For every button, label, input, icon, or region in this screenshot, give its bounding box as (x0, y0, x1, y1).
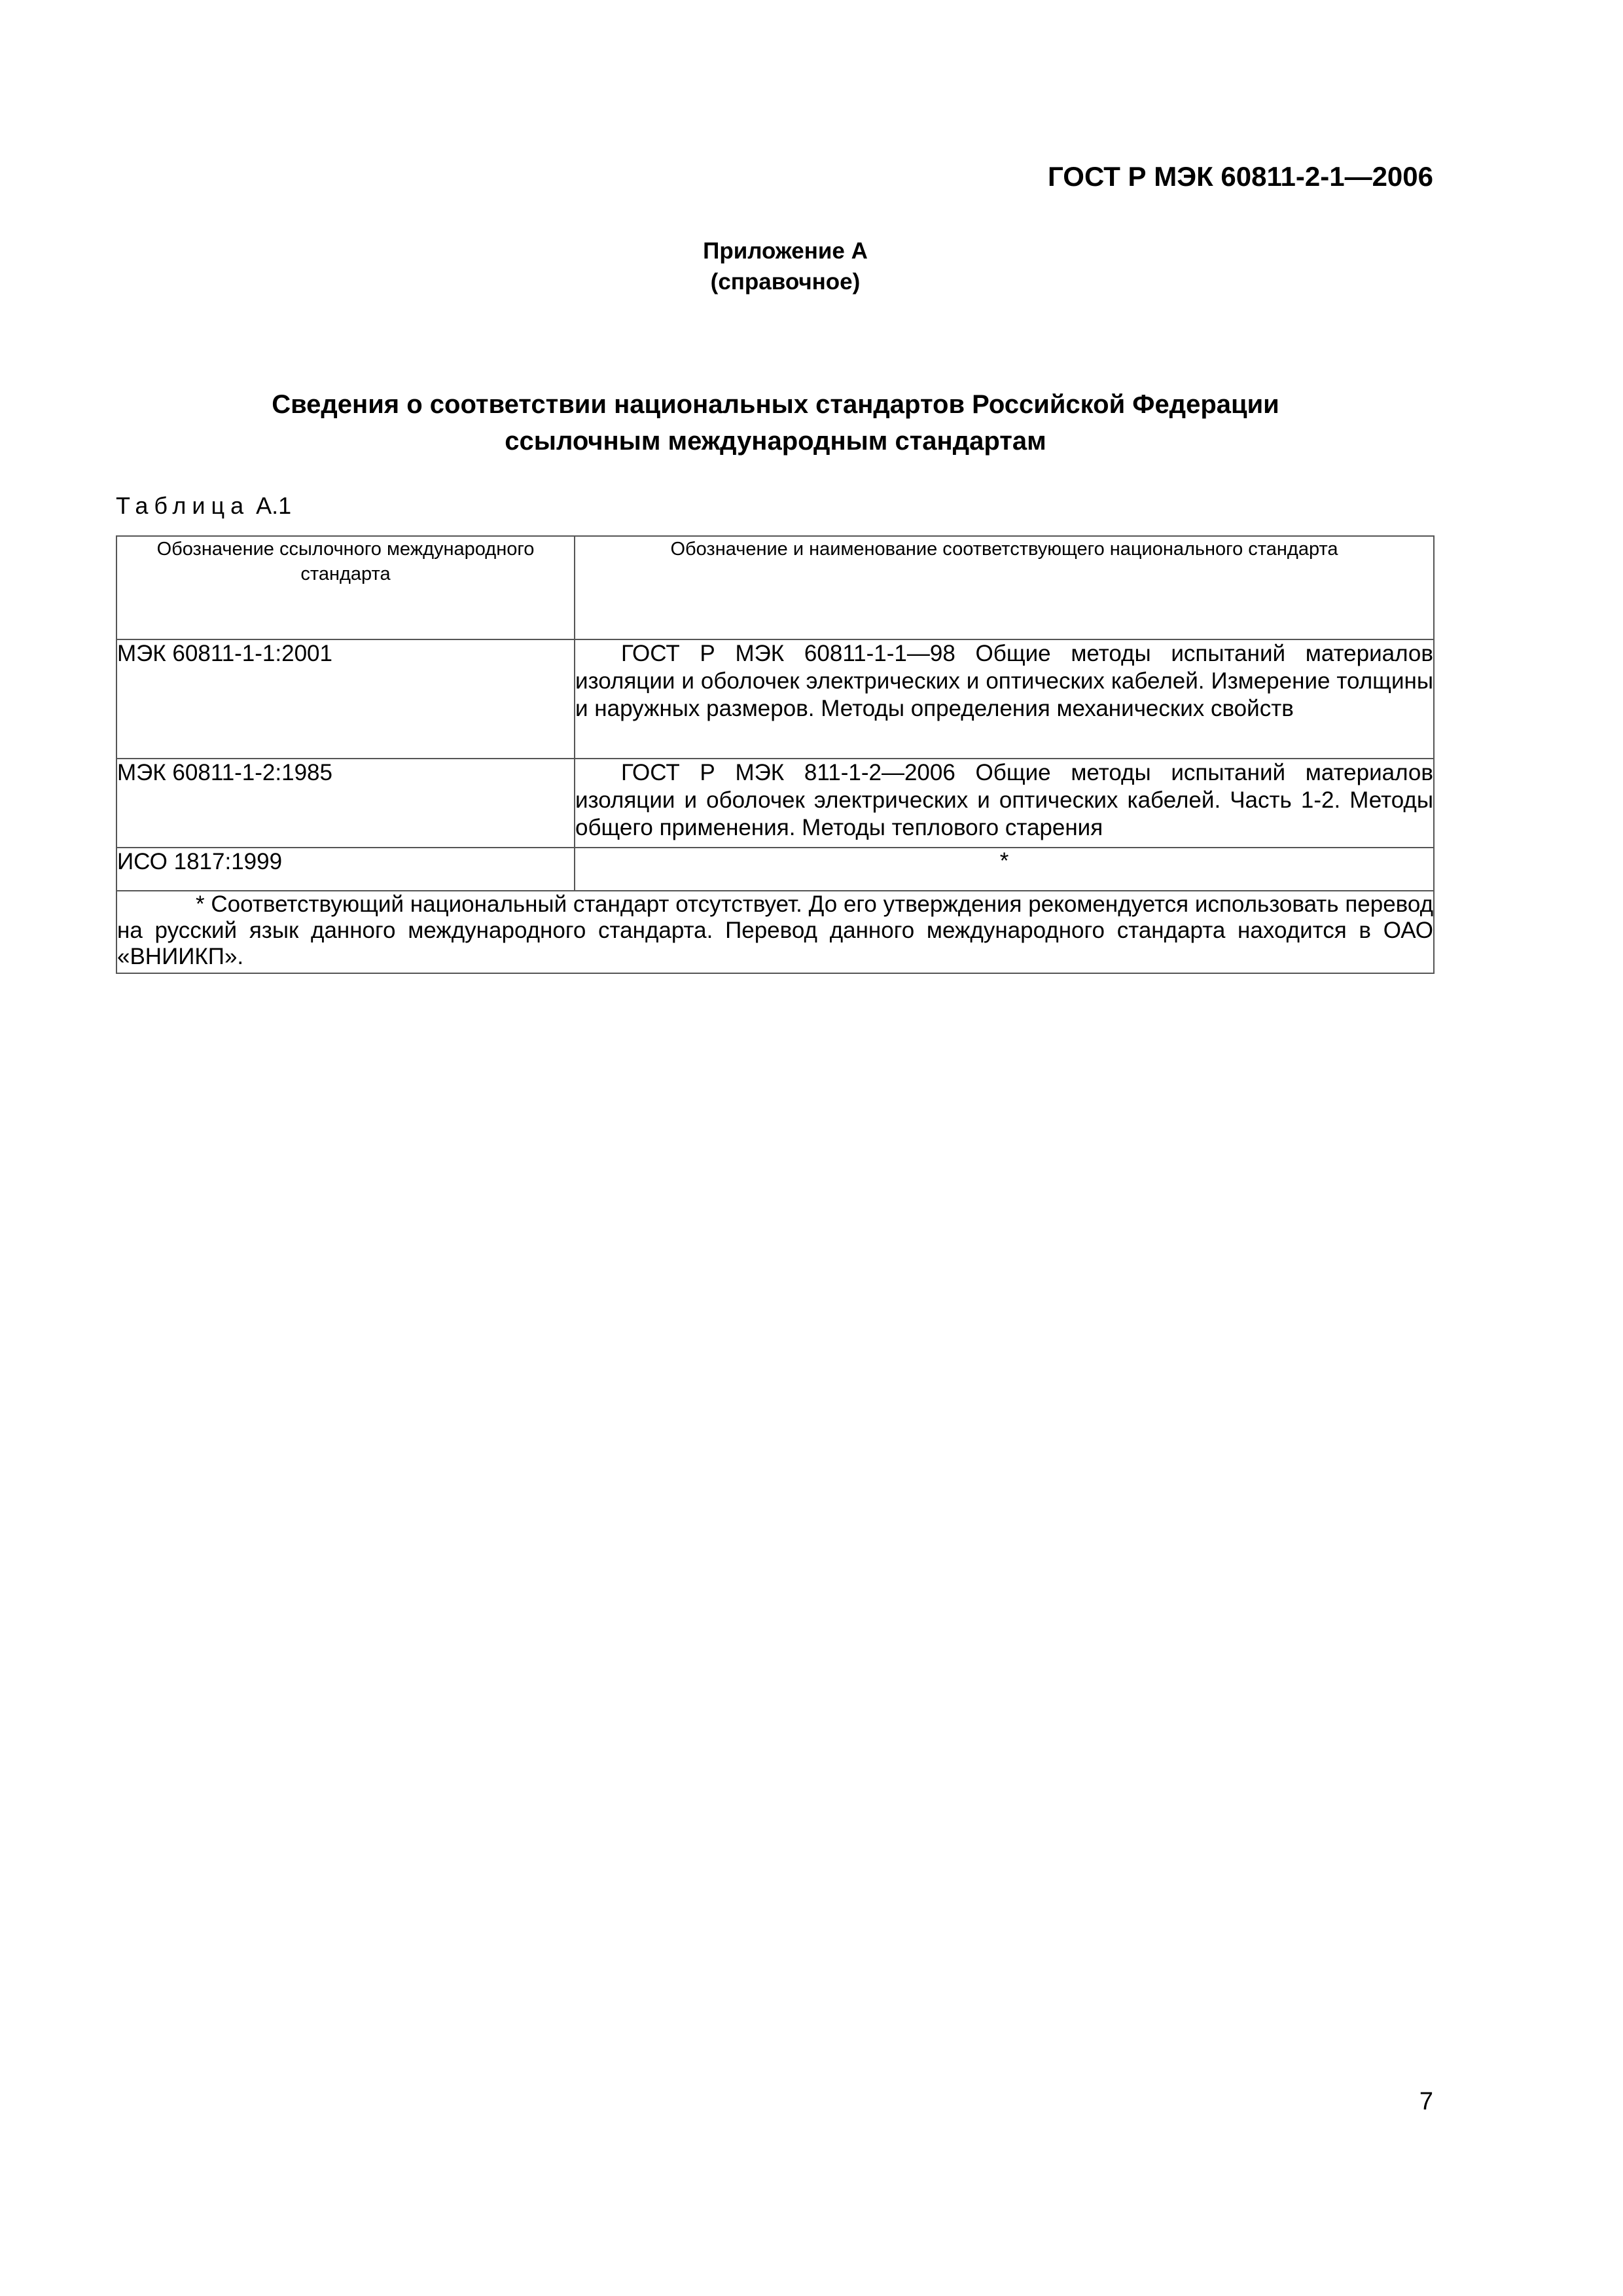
annex-type: (справочное) (710, 269, 861, 295)
annex-title: Приложение А (703, 238, 868, 264)
page-number: 7 (1419, 2088, 1433, 2115)
international-standard-cell: МЭК 60811-1-1:2001 (116, 639, 575, 759)
header-international-standard: Обозначение ссылочного международного стандарта (116, 536, 575, 639)
national-standard-cell: * (575, 848, 1434, 891)
international-standard-cell: МЭК 60811-1-2:1985 (116, 759, 575, 848)
table-row (116, 848, 1434, 891)
document-code: ГОСТ Р МЭК 60811-2-1—2006 (1048, 161, 1433, 192)
header-national-standard: Обозначение и наименование соответствующего национального стандарта (575, 536, 1434, 639)
table-caption-number: А.1 (256, 492, 292, 519)
section-title-line-1: Сведения о соответствии национальных стандартов Российской Федерации (272, 390, 1279, 419)
correspondence-table (116, 535, 1435, 974)
international-standard-cell: ИСО 1817:1999 (116, 848, 575, 891)
table-row (116, 639, 1434, 759)
table-footnote: * Соответствующий национальный стандарт отсутствует. До его утверждения рекомендуется использовать перевод на русский язык данного международного стандарта. Перевод данного международного стандарта находится в ОАО «ВНИИКП». (116, 891, 1434, 973)
table-footnote-row (116, 891, 1434, 973)
table-caption (116, 492, 291, 520)
national-standard-cell: ГОСТ Р МЭК 60811-1-1—98 Общие методы испытаний материалов изоляции и оболочек электрических и оптических кабелей. Измерение толщины и наружных размеров. Методы определения механических свойств (575, 639, 1434, 759)
section-title (111, 386, 1440, 459)
table-header-row (116, 536, 1434, 639)
annex-heading (0, 236, 1571, 297)
table-caption-word: Таблица (116, 492, 250, 519)
national-standard-cell: ГОСТ Р МЭК 811-1-2—2006 Общие методы испытаний материалов изоляции и оболочек электрических и оптических кабелей. Часть 1-2. Методы общего применения. Методы теплового старения (575, 759, 1434, 848)
table-row (116, 759, 1434, 848)
section-title-line-2: ссылочным международным стандартам (505, 427, 1046, 456)
